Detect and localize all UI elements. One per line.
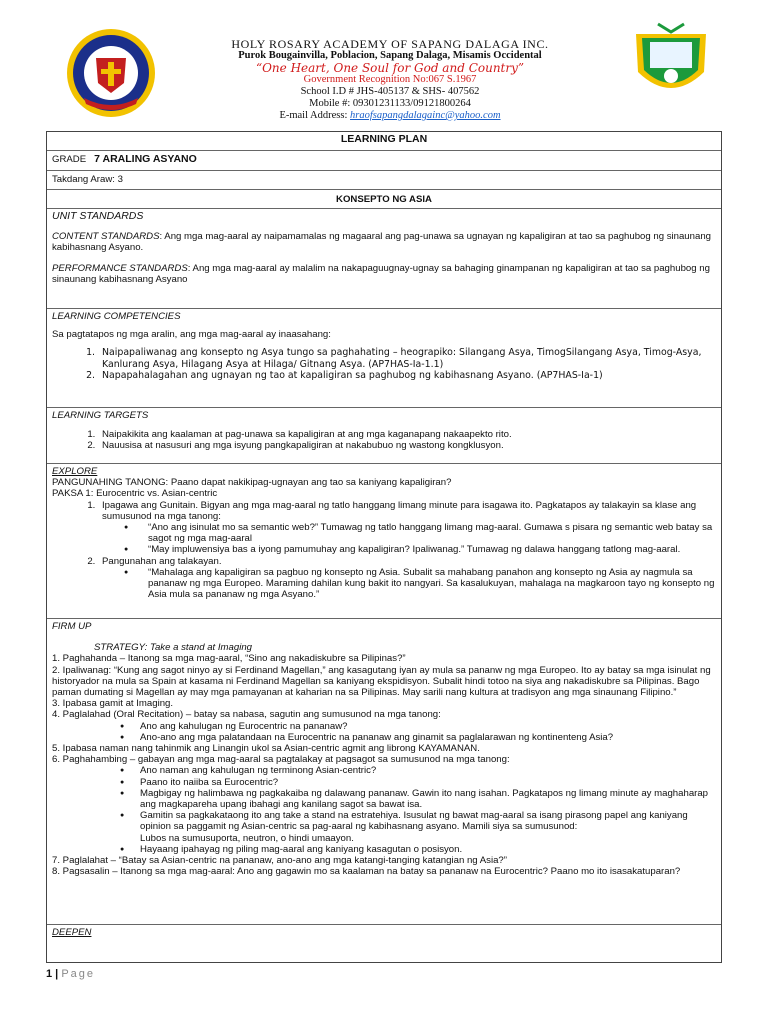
performance-standards-label: PERFORMANCE STANDARDS	[52, 262, 188, 274]
bullet-item: ● Ano naman ang kahulugan ng terminong Asian-centric?	[140, 765, 716, 776]
school-motto: “One Heart, One Soul for God and Country”	[255, 61, 525, 75]
deepen-section	[47, 925, 721, 962]
performance-standards	[52, 263, 716, 285]
grade-row	[47, 151, 721, 171]
plan-title	[47, 132, 721, 151]
bullet-item: ● Paano ito naiiba sa Eurocentric?	[140, 777, 716, 788]
explore-step-bullets	[102, 522, 716, 556]
explore-heading: EXPLORE	[52, 466, 98, 477]
school-seal-icon	[66, 28, 156, 118]
school-crest-icon	[630, 20, 712, 104]
explore-step-bullets	[102, 567, 716, 601]
targets-heading: LEARNING TARGETS	[52, 410, 149, 421]
bullet-text: Gamitin sa pagkakataong ito ang take a stand na estratehiya. Isusulat ng bawat mag-aaral sa isang pirasong papel ang kaniyang opinion sa paggamit ng Asian-centric sa pag-aaral ng kabihasnang asyano. Mamili siya sa sumusunod:	[140, 810, 688, 833]
firm-up-step: 4. Paglalahad (Oral Recitation) – batay sa nabasa, sagutin ang sumusunod na mga tanong:	[52, 709, 441, 721]
performance-standards-text: : Ang mga mag-aaral ay malalim na nakapaguugnay-ugnay sa bahaging ginampanan ng kapaligiran at tao sa paghubog ng sinaunang kabihasnang Asyano	[52, 262, 710, 285]
learning-plan-table	[46, 131, 722, 963]
plan-title-text: LEARNING PLAN	[340, 133, 428, 145]
firm-up-step: 5. Ipabasa naman nang tahinmik ang Linangin ukol sa Asian-centric agmit ang librong KAYAMANAN.	[52, 743, 480, 755]
competency-item: 2. Napapahalagahan ang ugnayan ng tao at kapaligiran sa paghubog ng kabihasnang Asyano. (AP7HAS-Ia-1)	[98, 370, 716, 381]
firm-up-step: 6. Paghahambing – gabayan ang mga mag-aaral sa pagtalakay at pagsagot sa sumusunod na mga tanong:	[52, 754, 510, 766]
email-link[interactable]: hraofsapangdalagainc@yahoo.com	[350, 110, 501, 121]
bullet-item: ● Magbigay ng halimbawa ng pagkakaiba ng dalawang pananaw. Gawin ito nang isahan. Pagkatapos ng limang minute ay maghaharap ang magkapareha upang ibahagi ang kanilang sagot sa bawat isa.	[140, 788, 716, 810]
bullet-item: ● Ano ang kahulugan ng Eurocentric na pananaw?	[140, 721, 716, 732]
content-standards-text: : Ang mga mag-aaral ay naipamamalas ng magaaral ang pag-unawa sa ugnayan ng kapaligiran at tao sa paghubog ng sinaunang kabihasnang Asyano.	[52, 231, 711, 254]
letterhead	[0, 0, 768, 126]
page-separator: |	[52, 968, 62, 980]
explore-step	[98, 556, 716, 601]
competencies-list	[52, 347, 716, 381]
firm-up-bullets	[52, 721, 716, 743]
topic-text: KONSEPTO NG ASIA	[336, 194, 432, 205]
unit-standards-section	[47, 209, 721, 309]
firm-up-step: 2. Ipaliwanag: “Kung ang sagot ninyo ay si Ferdinand Magellan,” ang kasagutang iyan ay mula sa pananw ng mga Europeo. Ito ay batay sa mga isinulat ng historyador na mula sa Spain at kasama ni Ferdinand Magellan sa kaniyang ekspidisyon. Subalit hindi totoo na siya ang nakadiskubre sa Pilipinas. Bago paman dumating si Magellan ay may mga pamayanan at kaharian na sa Pilipinas. May sarili nang kultura at tradisyon ang mga sinaunang Filipino.”	[52, 664, 711, 699]
firm-up-step: 8. Pagsasalin – Itanong sa mga mag-aaral: Ano ang gagawin mo sa kaalaman na batay sa pananaw na Eurocentric? Paano mo ito isasakatuparan?	[52, 866, 681, 878]
page-label: Page	[61, 968, 96, 980]
learning-competencies-section	[47, 309, 721, 408]
grade-label: GRADE	[52, 154, 87, 165]
explore-steps	[52, 500, 716, 601]
days-text: Takdang Araw: 3	[52, 174, 123, 185]
deepen-heading: DEEPEN	[52, 927, 92, 938]
explore-step	[98, 500, 716, 556]
grade-value: 7 ARALING ASYANO	[94, 153, 197, 165]
competencies-heading: LEARNING COMPETENCIES	[52, 311, 181, 322]
explore-task: PAKSA 1: Eurocentric vs. Asian-centric	[52, 488, 218, 500]
targets-list	[52, 429, 716, 451]
page-footer	[46, 968, 95, 980]
school-name: HOLY ROSARY ACADEMY OF SAPANG DALAGA INC.	[231, 37, 549, 51]
competency-item: 1. Naipapaliwanag ang konsepto ng Asya tungo sa paghahating – heograpiko: Silangang Asya, TimogSilangang Asya, Timog-Asya, Kanlurang Asya, Hilagang Asya at Hilaga/ Gitnang Asya. (AP7HAS-Ia-1.1)	[98, 347, 716, 369]
explore-step-text: Ipagawa ang Gunitain. Bigyan ang mga mag-aaral ng tatlo hanggang limang minute para isagawa ito. Pagkatapos ay talakayin sa klase ang sumusunod na mga tanong:	[102, 499, 697, 522]
firm-up-step: 3. Ipabasa gamit at Imaging.	[52, 698, 174, 710]
bullet-item: ● “Ano ang isinulat mo sa semantic web?” Tumawag ng tatlo hanggang limang mag-aaral. Gumawa s pisara ng semantic web batay sa sagot ng mga mag-aaral	[144, 522, 716, 544]
letterhead-text	[170, 38, 610, 122]
firm-up-bullets	[52, 765, 716, 855]
content-standards	[52, 231, 716, 253]
email-line	[170, 110, 610, 122]
bullet-item: ● “Mahalaga ang kapaligiran sa pagbuo ng konsepto ng Asia. Subalit sa mahabang panahon ang konsepto ng Asia ay nagmula sa pananaw ng mga Europeo. Maraming dahilan kung bakit ito nangyari. Sa kasalukuyan, mahalaga na magkaroon tayo ng konsepto ng Asia mula sa pananaw ng mga Asyano.”	[144, 567, 716, 601]
competencies-intro: Sa pagtatapos ng mga aralin, ang mga mag-aaral ay inaasahang:	[52, 329, 331, 341]
explore-section	[47, 464, 721, 619]
days-row	[47, 171, 721, 190]
unit-standards-heading: UNIT STANDARDS	[52, 210, 144, 222]
page-number: 1	[46, 968, 53, 980]
strategy-text: STRATEGY: Take a stand at Imaging	[94, 642, 253, 654]
bullet-item: ● Ano-ano ang mga palatandaan na Eurocentric na pananaw ang ginamit sa paglalarawan ng kontinenteng Asia?	[140, 732, 716, 743]
guiding-question: PANGUNAHING TANONG: Paano dapat nakikipag-ugnayan ang tao sa kaniyang kapaligiran?	[52, 477, 452, 489]
bullet-item	[140, 810, 716, 844]
target-item: 1. Naipakikita ang kaalaman at pag-unawa sa kapaligiran at ang mga kaganapang nakaapekto rito.	[98, 429, 716, 440]
explore-step-text: Pangunahan ang talakayan.	[102, 555, 222, 567]
school-ids: School I.D # JHS-405137 & SHS- 407562	[300, 86, 480, 97]
firm-up-heading: FIRM UP	[52, 621, 92, 632]
email-label: E-mail Address:	[279, 110, 351, 121]
mobile-numbers: Mobile #: 09301231133/09121800264	[309, 98, 471, 109]
topic-row	[47, 190, 721, 209]
government-recognition: Government Recognition No:067 S.1967	[303, 74, 477, 85]
firm-up-step: 7. Paglalahat – “Batay sa Asian-centric na pananaw, ano-ano ang mga katangi-tanging katangian ng Asia?”	[52, 855, 507, 867]
stance-choices: Lubos na sumusuporta, neutron, o hindi umaayon.	[140, 832, 354, 844]
school-address: Purok Bougainvilla, Poblacion, Sapang Dalaga, Misamis Occidental	[238, 50, 542, 61]
content-standards-label: CONTENT STANDARDS	[52, 231, 160, 243]
bullet-item: ● “May impluwensiya bas a iyong pamumuhay ang kapaligiran? Ipaliwanag.” Tumawag ng dalawa hanggang tatlong mag-aaral.	[144, 544, 716, 555]
target-item: 2. Nauusisa at nasusuri ang mga isyung pangkapaligiran at nakabubuo ng wastong kongklusyon.	[98, 440, 716, 451]
firm-up-step: 1. Paghahanda – Itanong sa mga mag-aaral, “Sino ang nakadiskubre sa Pilipinas?”	[52, 653, 406, 665]
bullet-item: ● Hayaang ipahayag ng piling mag-aaral ang kaniyang kasagutan o posisyon.	[140, 844, 716, 855]
firm-up-section	[47, 619, 721, 925]
learning-targets-section	[47, 408, 721, 464]
